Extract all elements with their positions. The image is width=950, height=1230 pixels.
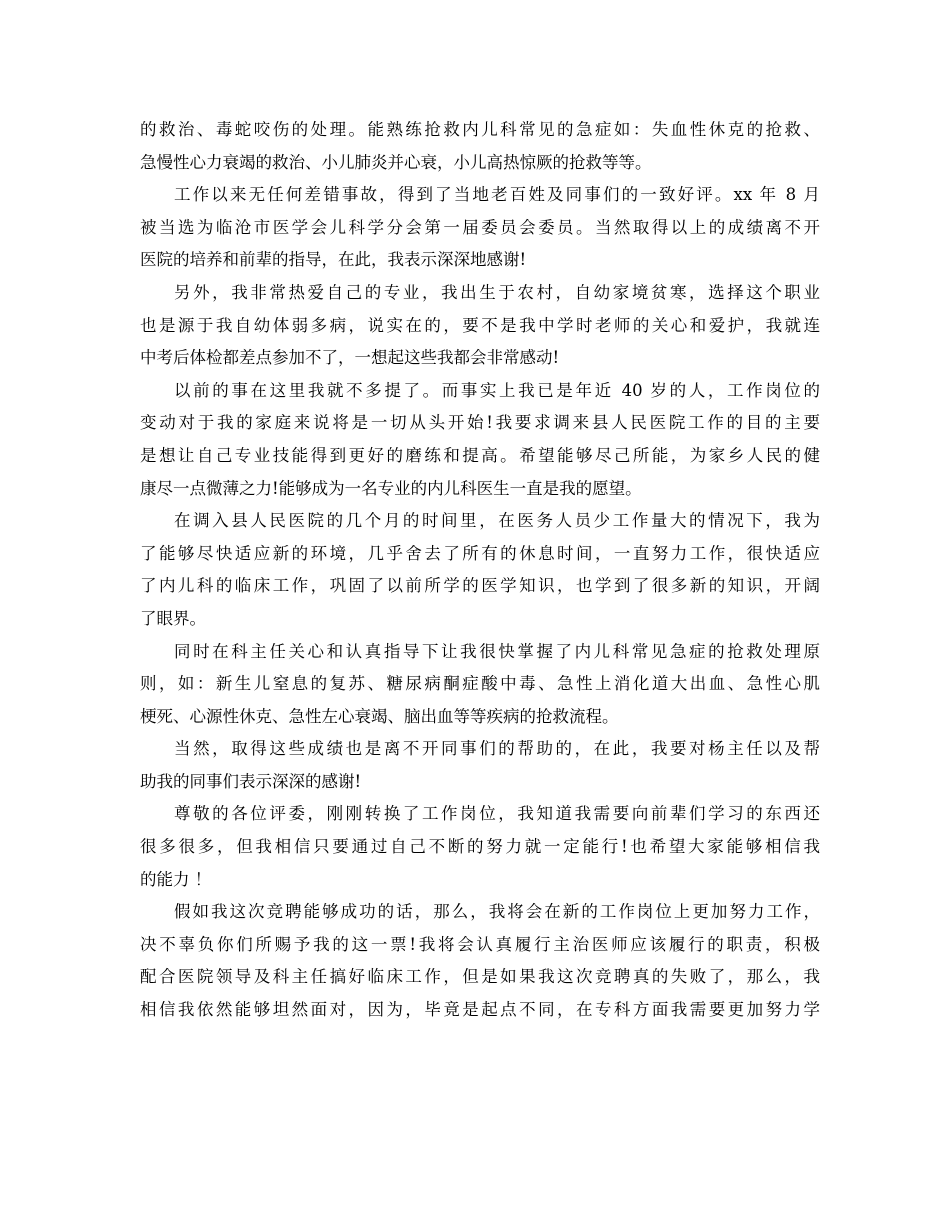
text-line: 的救治、毒蛇咬伤的处理。能熟练抢救内儿科常见的急症如：失血性休克的抢救、 <box>140 120 820 139</box>
text-line: 在调入县人民医院的几个月的时间里，在医务人员少工作量大的情况下，我为 <box>174 511 820 531</box>
text-line: 尊敬的各位评委，刚刚转换了工作岗位，我知道我需要向前辈们学习的东西还 <box>174 804 820 824</box>
text-line: 康尽一点微薄之力!能够成为一名专业的内儿科医生一直是我的愿望。 <box>140 478 642 498</box>
text-line: 中考后体检都差点参加不了，一想起这些我都会非常感动! <box>140 348 560 368</box>
text-line: 配合医院领导及科主任搞好临床工作，但是如果我这次竞聘真的失败了，那么，我 <box>140 967 820 987</box>
text-line: 变动对于我的家庭来说将是一切从头开始!我要求调来县人民医院工作的目的主要 <box>140 413 820 433</box>
text-line: 同时在科主任关心和认真指导下让我很快掌握了内儿科常见急症的抢救处理原 <box>174 641 820 661</box>
text-line: 梗死、心源性休克、急性左心衰竭、脑出血等等疾病的抢救流程。 <box>140 706 619 726</box>
text-line: 的能力 ！ <box>140 869 212 889</box>
text-line: 急慢性心力衰竭的救治、小儿肺炎并心衰，小儿高热惊厥的抢救等等。 <box>140 152 652 172</box>
document-body <box>140 114 820 1027</box>
text-line: 是想让自己专业技能得到更好的磨练和提高。希望能够尽己所能，为家乡人民的健 <box>140 445 820 465</box>
text-line: 也是源于我自幼体弱多病，说实在的，要不是我中学时老师的关心和爱护，我就连 <box>140 315 820 335</box>
text-line: 决不辜负你们所赐予我的这一票!我将会认真履行主治医师应该履行的职责，积极 <box>140 934 820 954</box>
text-line: 助我的同事们表示深深的感谢! <box>140 771 362 791</box>
text-line: 另外，我非常热爱自己的专业，我出生于农村，自幼家境贫寒，选择这个职业 <box>174 282 820 302</box>
text-line: 了内儿科的临床工作，巩固了以前所学的医学知识，也学到了很多新的知识，开阔 <box>140 576 820 596</box>
text-line: 了眼界。 <box>140 608 206 628</box>
text-line: 相信我依然能够坦然面对，因为，毕竟是起点不同，在专科方面我需要更加努力学 <box>140 1000 820 1020</box>
text-line: 被当选为临沧市医学会儿科学分会第一届委员会委员。当然取得以上的成绩离不开 <box>140 217 820 237</box>
text-line: 当然，取得这些成绩也是离不开同事们的帮助的，在此，我要对杨主任以及帮 <box>174 739 820 759</box>
text-line: 了能够尽快适应新的环境，几乎舍去了所有的休息时间，一直努力工作，很快适应 <box>140 543 820 563</box>
text-line: 则，如：新生儿窒息的复苏、糖尿病酮症酸中毒、急性上消化道大出血、急性心肌 <box>140 674 820 694</box>
text-line: 假如我这次竞聘能够成功的话，那么，我将会在新的工作岗位上更加努力工作， <box>174 902 820 922</box>
text-line: 很多很多，但我相信只要通过自己不断的努力就一定能行!也希望大家能够相信我 <box>140 837 820 857</box>
text-line: 以前的事在这里我就不多提了。而事实上我已是年近 40 岁的人，工作岗位的 <box>174 380 820 400</box>
text-line: 工作以来无任何差错事故，得到了当地老百姓及同事们的一致好评。xx 年 8 月 <box>174 185 820 205</box>
text-line: 医院的培养和前辈的指导，在此，我表示深深地感谢! <box>140 250 527 270</box>
